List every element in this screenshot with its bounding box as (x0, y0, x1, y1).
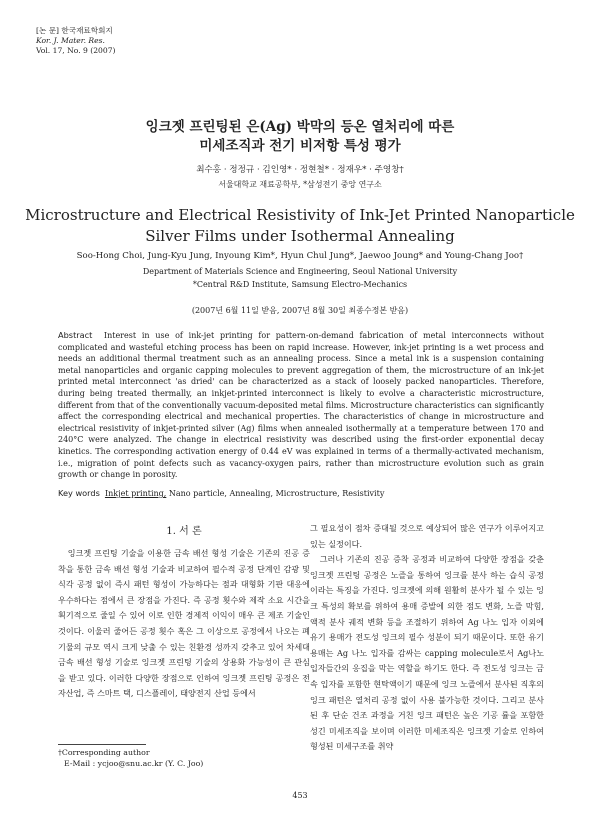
keyword-inkjet-printing: Inkjet printing, (104, 489, 167, 498)
corresponding-author: †Corresponding author (58, 748, 150, 757)
journal-abbrev: Kor. J. Mater. Res. (36, 36, 105, 45)
section-heading-introduction: 1. 서 론 (166, 526, 202, 537)
journal-name: [논 문] 한국재료학회지 (36, 26, 113, 35)
korean-affiliation: 서울대학교 재료공학부, *삼성전기 중앙 연구소 (218, 180, 382, 189)
page-number: 453 (292, 791, 308, 800)
abstract-heading: Abstract (58, 330, 93, 340)
korean-title-line-1: 잉크젯 프린팅된 은(Ag) 박막의 등온 열처리에 따른 (145, 119, 455, 135)
english-affiliation-2: *Central R&D Institute, Samsung Electro-Mechanics (192, 280, 408, 289)
journal-volume: Vol. 17, No. 9 (2007) (36, 46, 116, 55)
left-column (58, 546, 310, 702)
journal-header (36, 26, 116, 56)
keywords (58, 487, 544, 500)
intro-paragraph-1: 잉크젯 프린팅 기술을 이용한 금속 배선 형성 기술은 기존의 진공 증착을 통한 금속 배선 형성 기술과 비교하여 필수적 공정 단계인 감광 및 식각 공정 없이 즉시 패턴 형성이 가능하다는 점과 대형화 기판 대응에 우수하다는 점에서 큰 장점을 가진다. 즉 공정 횟수와 제작 소요 시간을 획기적으로 줄일 수 있어 이로 인한 경제적 이익이 매우 큰 제조 기술인 것이다. 이울러 줄어든 공정 횟수 혹은 그 이상으로 공정에서 나오는 폐기물의 규모 역시 크게 낮출 수 있는 친환경 성까지 갖추고 있어 차세대 금속 배선 형성 기술로 잉크젯 프린팅 기술의 상용화 가능성이 큰 관심을 받고 있다. 이러한 다양한 장점으로 인하여 잉크젯 프린팅 공정은 전자산업, 즉 스마트 택, 디스플레이, 태양전지 산업 등에서 (58, 548, 310, 699)
english-title-line-1: Microstructure and Electrical Resistivity of Ink-Jet Printed Nanoparticle (25, 206, 575, 224)
korean-title-line-2: 미세조직과 전기 비저항 특성 평가 (199, 138, 401, 154)
footnote-divider (58, 744, 146, 745)
corresponding-email: E-Mail : ycjoo@snu.ac.kr (Y. C. Joo) (64, 758, 204, 768)
english-authors: Soo-Hong Choi, Jung-Kyu Jung, Inyoung Kim*, Hyun Chul Jung*, Jaewoo Joung* and Young-Chang Joo† (76, 251, 524, 261)
english-title-line-2: Silver Films under Isothermal Annealing (145, 227, 455, 245)
english-affiliation-1: Department of Materials Science and Engineering, Seoul National University (142, 267, 458, 276)
abstract-text: Interest in use of ink-jet printing for pattern-on-demand fabrication of metal interconnects without complicated and wasteful etching process has been on rapid increase. However, ink-jet printing is a wet process and needs an additional thermal treatment such as an annealing process. Since a metal ink is a suspension containing metal nanoparticles and organic capping molecules to prevent aggregation of them, the microstructure of an ink-jet printed metal interconnect 'as dried' can be characterized as a stack of loosely packed nanoparticles. Therefore, during being treated thermally, an inkjet-printed interconnect is likely to evolve a characteristic microstructure, different from that of the conventionally vacuum-deposited metal films. Microstructure characteristics can significantly affect the corresponding electrical and mechanical properties. The characteristics of change in microstructure and electrical resistivity of inkjet-printed silver (Ag) films when annealed isothermally at a temperature between 170 and 240°C were analyzed. The change in electrical resistivity was described using the first-order exponential decay kinetics. The corresponding activation energy of 0.44 eV was explained in terms of a thermally-activated mechanism, i.e., migration of point defects such as vacancy-oxygen pairs, rather than microstructure evolution such as grain growth or change in porosity. (58, 331, 544, 480)
intro-paragraph-2: 그러나 기존의 진공 증착 공정과 비교하여 다양한 장점을 갖춘 잉크젯 프린팅 공정은 노즐을 통하여 잉크를 분사 하는 습식 공정이라는 특징을 가진다. 잉크젯에 의해 원활히 분사가 될 수 있는 잉크 특성의 확보를 위하여 용매 증발에 의한 점도 변화, 노즐 막힘, 액적 분사 궤적 변화 등을 조절하기 위하여 Ag 나노 입자 이외에 유기 용매가 전도성 잉크의 필수 성분이 되기 때문이다. 또한 유기 용매는 Ag 나노 입자를 감싸는 capping molecule로서 Ag나노 입자들간의 응집을 막는 역할을 하기도 한다. 즉 전도성 잉크는 금속 입자를 포함한 현탁액이기 때문에 잉크 노즐에서 분사된 직후의 잉크 패턴은 열처리 공정 없이 사용 불가능한 것이다. 그리고 분사된 후 단순 건조 과정을 거친 잉크 패턴은 높은 기공 률을 포함한 성긴 미세조직을 보이며 이러한 미세조직은 잉크젯 기술로 인하여 형성된 미세구조를 취약 (310, 554, 544, 752)
received-dates: (2007년 6월 11일 받음, 2007년 8월 30일 최종수정본 받음) (191, 306, 409, 315)
keywords-heading: Key words (58, 488, 100, 498)
abstract (58, 330, 544, 481)
right-column (310, 521, 544, 755)
intro-paragraph-continued: 그 필요성이 점차 증대될 것으로 예상되어 많은 연구가 이루어지고 있는 실정이다. (310, 523, 544, 549)
footnote (58, 748, 203, 769)
keywords-rest: Nano particle, Annealing, Microstructure, Resistivity (166, 489, 385, 498)
korean-authors: 최수홍 · 정정규 · 김인영* · 정현철* · 정재우* · 주영창† (196, 165, 404, 175)
